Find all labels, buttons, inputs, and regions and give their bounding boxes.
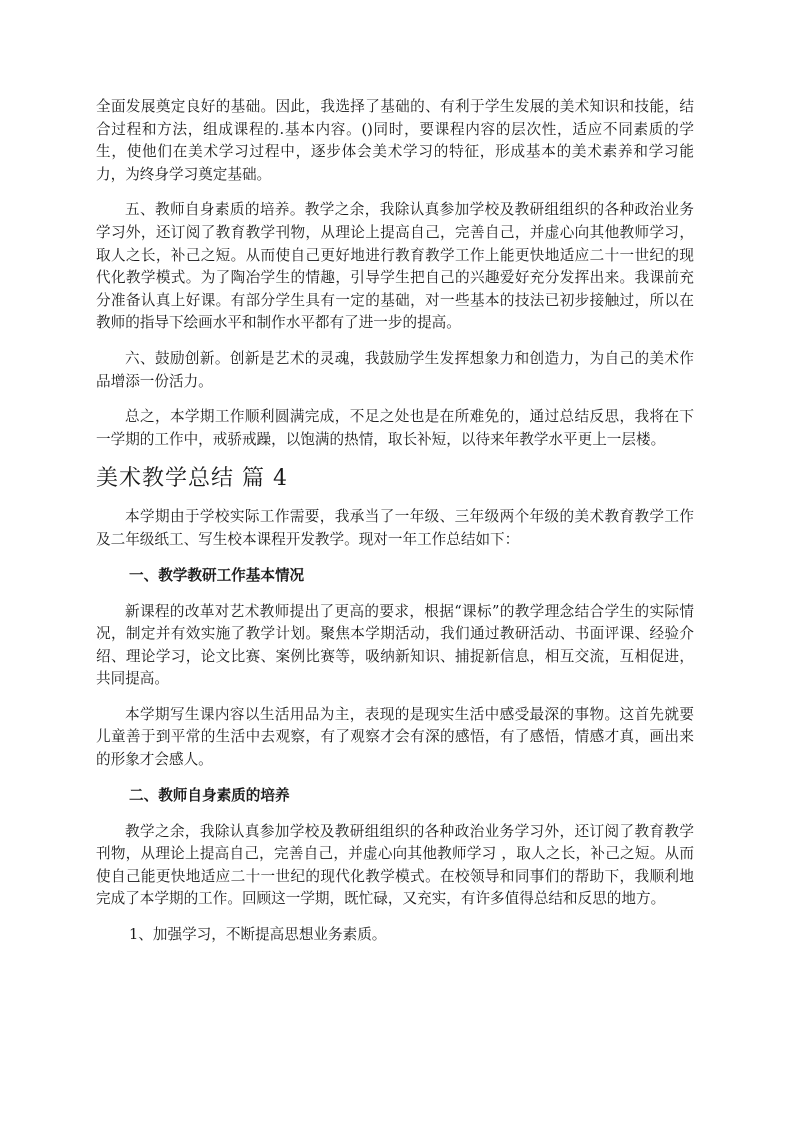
subheading-teacher-quality: 二、教师自身素质的培养	[129, 786, 290, 804]
paragraph-continuation: 全面发展奠定良好的基础。因此，我选择了基础的、有利于学生发展的美术知识和技能，结合过程和方法，组成课程的.基本内容。()同时，要课程内容的层次性，适应不同素质的学生，使他们在美术学习过程中，逐步体会美术学习的特征，形成基本的美术素养和学习能力，为终身学习奠定基础。	[96, 98, 694, 183]
section-intro: 本学期由于学校实际工作需要，我承当了一年级、三年级两个年级的美术教育教学工作及二年级纸工、写生校本课程开发教学。现对一年工作总结如下：	[96, 508, 694, 548]
subheading-teaching-research: 一、教学教研工作基本情况	[129, 566, 305, 584]
paragraph-new-curriculum: 新课程的改革对艺术教师提出了更高的要求，根据“课标”的教学理念结合学生的实际情况，制定并有效实施了教学计划。聚焦本学期活动，我们通过教研活动、书面评课、经验介绍、理论学习，论文比赛、案例比赛等，吸纳新知识、捕捉新信息，相互交流，互相促进，共同提高。	[96, 602, 694, 688]
list-item-strengthen-study: 1、加强学习，不断提高思想业务素质。	[129, 926, 387, 944]
paragraph-sketch-class: 本学期写生课内容以生活用品为主，表现的是现实生活中感受最深的事物。这首先就要儿童善于到平常的生活中去观察，有了观察才会有深的感悟，有了感悟，情感才真，画出来的形象才会感人。	[96, 705, 694, 769]
paragraph-teacher-quality: 五、教师自身素质的培养。教学之余，我除认真参加学校及教研组组织的各种政治业务学习外，还订阅了教育教学刊物，从理论上提高自己，完善自己，并虚心向其他教师学习，取人之长，补己之短。从而使自己更好地进行教育教学工作上能更快地适应二十一世纪的现代化教学模式。为了陶冶学生的情趣，引导学生把自己的兴趣爱好充分发挥出来。我课前充分准备认真上好课。有部分学生具有一定的基础，对一些基本的技法已初步接触过，所以在教师的指导下绘画水平和制作水平都有了进一步的提高。	[96, 201, 694, 332]
document-page	[96, 96, 694, 946]
paragraph-encourage-innovation: 六、鼓励创新。创新是艺术的灵魂，我鼓励学生发挥想象力和创造力，为自己的美术作品增添一份活力。	[96, 349, 694, 390]
paragraph-study-outside-teaching: 教学之余，我除认真参加学校及教研组组织的各种政治业务学习外，还订阅了教育教学刊物，从理论上提高自己，完善自己，并虚心向其他教师学习 ，取人之长，补己之短。从而使自己能更快地适应二十一世纪的现代化教学模式。在校领导和同事们的帮助下，我顺利地完成了本学期的工作。回顾这一学期，既忙碌，又充实，有许多值得总结和反思的地方。	[96, 822, 694, 908]
section-title: 美术教学总结 篇 4	[96, 466, 288, 492]
paragraph-summary: 总之，本学期工作顺利圆满完成，不足之处也是在所难免的，通过总结反思，我将在下一学期的工作中，戒骄戒躁，以饱满的热情，取长补短，以待来年教学水平更上一层楼。	[96, 408, 694, 448]
